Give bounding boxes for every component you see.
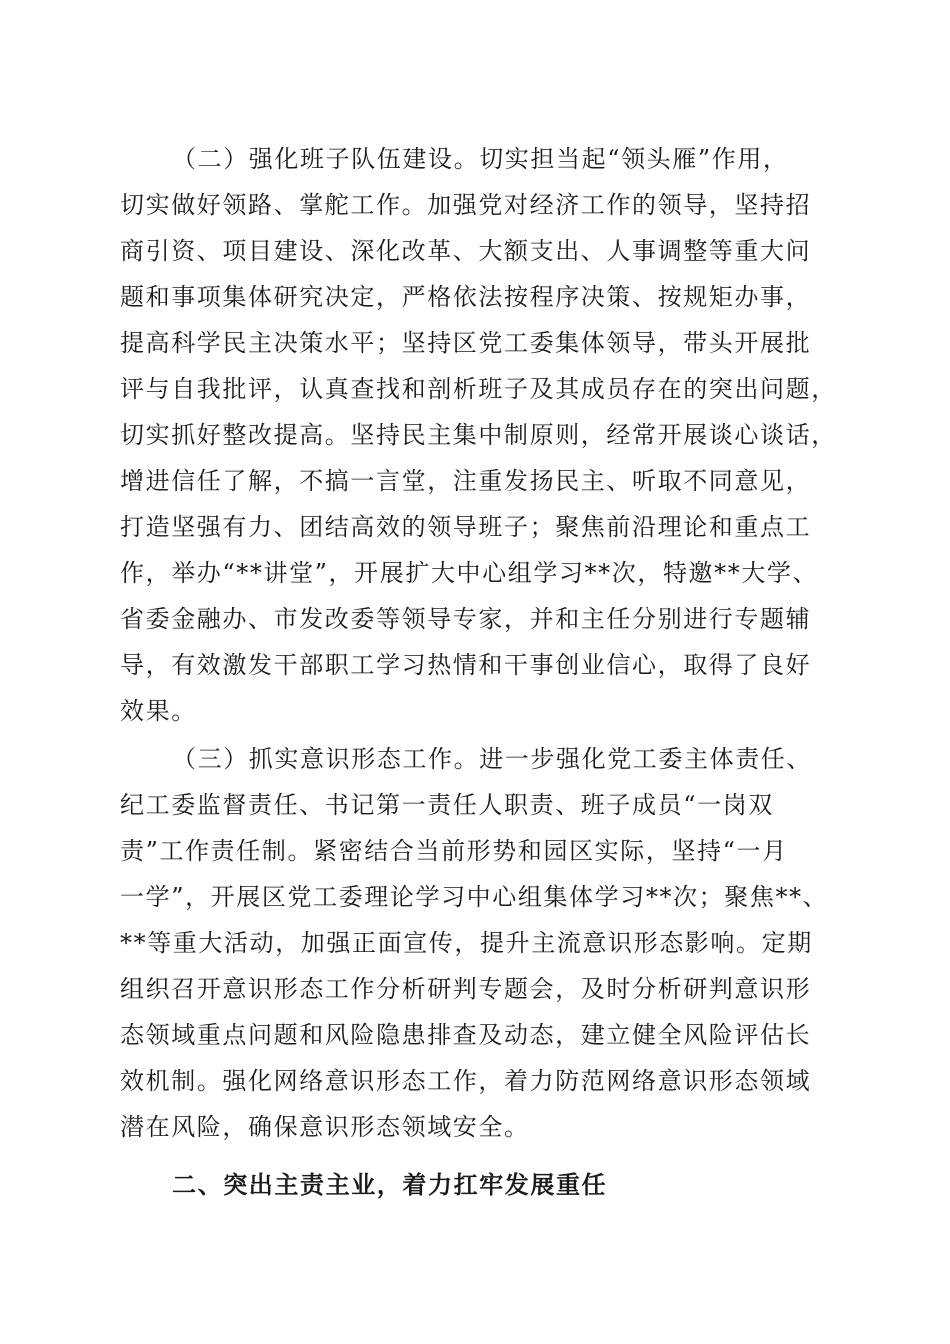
paragraph-line: （二）强化班子队伍建设。切实担当起“领头雁”作用， — [172, 145, 789, 173]
paragraph-line: 效机制。强化网络意识形态工作，着力防范网络意识形态领域 — [120, 1067, 812, 1095]
paragraph-line: 商引资、项目建设、深化改革、大额支出、人事调整等重大问 — [120, 237, 812, 265]
document-page — [120, 136, 837, 1208]
paragraph-ideology-work — [120, 736, 832, 1150]
paragraph-line: 导，有效激发干部职工学习热情和干事创业信心，取得了良好 — [120, 651, 812, 679]
paragraph-line: 态领域重点问题和风险隐患排查及动态，建立健全风险评估长 — [120, 1021, 812, 1049]
paragraph-line: 题和事项集体研究决定，严格依法按程序决策、按规矩办事， — [120, 283, 812, 311]
paragraph-strengthen-leadership-team — [120, 136, 837, 734]
paragraph-line: 切实做好领路、掌舵工作。加强党对经济工作的领导，坚持招 — [120, 191, 812, 219]
paragraph-line: 评与自我批评，认真查找和剖析班子及其成员存在的突出问题， — [120, 375, 837, 403]
paragraph-line: 组织召开意识形态工作分析研判专题会，及时分析研判意识形 — [120, 975, 812, 1003]
paragraph-line: 切实抓好整改提高。坚持民主集中制原则，经常开展谈心谈话， — [120, 421, 837, 449]
paragraph-line: 一学”，开展区党工委理论学习中心组集体学习**次；聚焦**、 — [120, 883, 829, 911]
paragraph-line: 提高科学民主决策水平；坚持区党工委集体领导，带头开展批 — [120, 329, 812, 357]
paragraph-line: 潜在风险，确保意识形态领域安全。 — [120, 1113, 530, 1141]
paragraph-line: **等重大活动，加强正面宣传，提升主流意识形态影响。定期 — [120, 929, 813, 957]
paragraph-line: 增进信任了解，不搞一言堂，注重发扬民主、听取不同意见， — [120, 467, 812, 495]
paragraph-line: 省委金融办、市发改委等领导专家，并和主任分别进行专题辅 — [120, 605, 812, 633]
paragraph-line: （三）抓实意识形态工作。进一步强化党工委主体责任、 — [172, 745, 812, 773]
section-heading: 二、突出主责主业，着力扛牢发展重任 — [172, 1171, 608, 1199]
paragraph-line: 效果。 — [120, 697, 197, 725]
paragraph-line: 作，举办“**讲堂”，开展扩大中心组学习**次，特邀**大学、 — [120, 559, 819, 587]
paragraph-line: 纪工委监督责任、书记第一责任人职责、班子成员“一岗双 — [120, 791, 774, 819]
paragraph-line: 责”工作责任制。紧密结合当前形势和园区实际，坚持“一月 — [120, 837, 788, 865]
paragraph-line: 打造坚强有力、团结高效的领导班子；聚焦前沿理论和重点工 — [120, 513, 812, 541]
